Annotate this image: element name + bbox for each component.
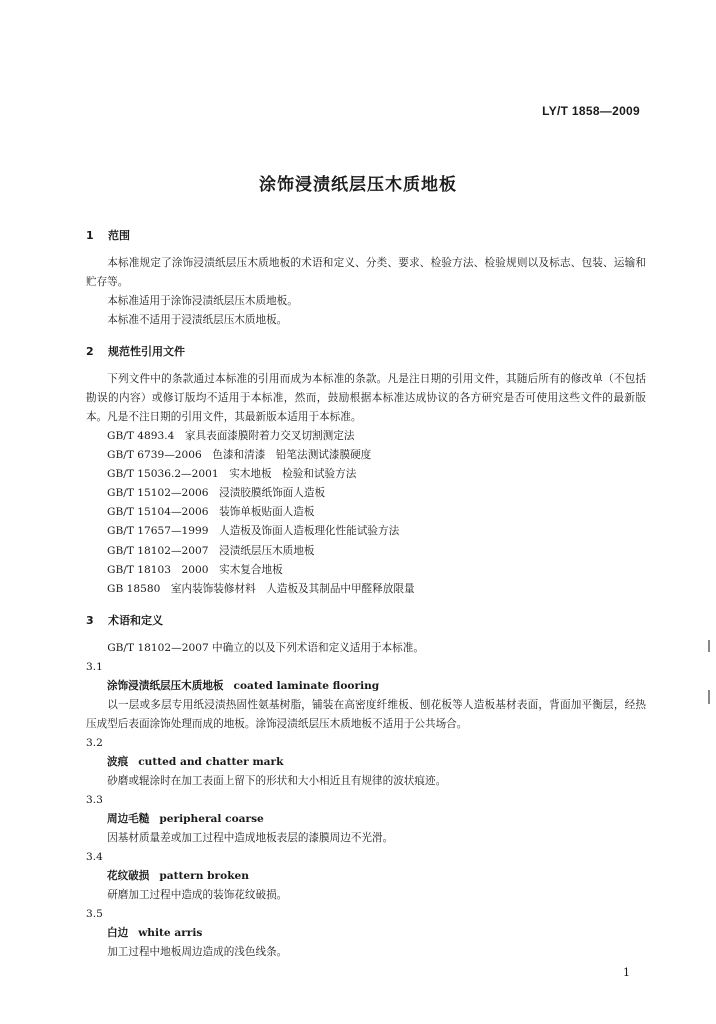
term-definition: 加工过程中地板周边造成的浅色线条。	[107, 945, 288, 958]
section-title: 术语和定义	[108, 613, 163, 627]
term-entry	[86, 810, 646, 829]
term-chinese: 白边	[107, 926, 129, 939]
paragraph: 本标准不适用于浸渍纸层压木质地板。	[107, 314, 288, 326]
reference-item: GB/T 17657—1999 人造板及饰面人造板理化性能试验方法	[107, 525, 400, 538]
standard-code: LY/T 1858—2009	[542, 104, 640, 118]
term-definition: 研磨加工过程中造成的装饰花纹破损。	[107, 888, 288, 901]
section-1-heading	[86, 226, 646, 246]
section-2-heading	[86, 342, 646, 362]
term-chinese: 涂饰浸渍纸层压木质地板	[107, 679, 224, 692]
reference-item: GB/T 15104—2006 装饰单板贴面人造板	[107, 506, 315, 519]
paragraph: 下列文件中的条款通过本标准的引用而成为本标准的条款。凡是注日期的引用文件，其随后所有的修改单（不包括勘误的内容）或修订版均不适用于本标准，然而，鼓励根据本标准达成协议的各方研究是否可使用这些文件的最新版本。凡是不注日期的引用文件，其最新版本适用于本标准。	[86, 373, 646, 423]
section-number: 1	[86, 229, 94, 242]
term-english: white arris	[138, 926, 203, 939]
page-number: 1	[623, 966, 630, 979]
paragraph: 本标准适用于涂饰浸渍纸层压木质地板。	[107, 295, 298, 307]
term-english: pattern broken	[159, 869, 249, 882]
section-number: 2	[86, 345, 94, 358]
term-english: coated laminate flooring	[233, 679, 380, 692]
clause-number: 3.5	[86, 907, 103, 920]
term-english: peripheral coarse	[159, 812, 264, 825]
scan-edge-mark	[708, 640, 710, 652]
term-english: cutted and chatter mark	[138, 755, 284, 768]
clause-number: 3.4	[86, 850, 103, 863]
reference-item: GB/T 15102—2006 浸渍胶膜纸饰面人造板	[107, 487, 326, 500]
term-chinese: 周边毛糙	[107, 812, 150, 825]
scan-edge-mark	[708, 690, 710, 704]
term-entry	[86, 753, 646, 772]
reference-item: GB/T 6739—2006 色漆和清漆 铅笔法测试漆膜硬度	[107, 449, 372, 462]
document-body	[86, 226, 646, 962]
clause-number: 3.1	[86, 660, 103, 673]
paragraph: GB/T 18102—2007 中确立的以及下列术语和定义适用于本标准。	[107, 641, 424, 654]
reference-item: GB/T 18103 2000 实木复合地板	[107, 563, 283, 576]
term-definition: 因基材质量差或加工过程中造成地板表层的漆膜周边不光滑。	[107, 831, 394, 844]
reference-item: GB 18580 室内装饰装修材料 人造板及其制品中甲醛释放限量	[107, 582, 415, 595]
clause-number: 3.2	[86, 736, 103, 749]
section-3-heading	[86, 611, 646, 631]
reference-item: GB/T 18102—2007 浸渍纸层压木质地板	[107, 544, 315, 557]
reference-item: GB/T 4893.4 家具表面漆膜附着力交叉切割测定法	[107, 430, 355, 442]
section-title: 规范性引用文件	[108, 345, 185, 358]
term-chinese: 波痕	[107, 755, 129, 768]
reference-item: GB/T 15036.2—2001 实木地板 检验和试验方法	[107, 468, 357, 481]
term-entry	[86, 924, 646, 943]
section-title: 范围	[108, 229, 130, 242]
term-chinese: 花纹破损	[107, 869, 150, 882]
document-title: 涂饰浸渍纸层压木质地板	[259, 175, 457, 195]
term-entry	[86, 677, 646, 696]
term-definition: 以一层或多层专用纸浸渍热固性氨基树脂，铺装在高密度纤维板、刨花板等人造板基材表面，背面加平衡层，经热压成型后表面涂饰处理而成的地板。涂饰浸渍纸层压木质地板不适用于公共场合。	[86, 698, 646, 730]
term-definition: 砂磨或辊涂时在加工表面上留下的形状和大小相近且有规律的波状痕迹。	[107, 774, 447, 787]
clause-number: 3.3	[86, 793, 103, 806]
term-entry	[86, 867, 646, 886]
paragraph: 本标准规定了涂饰浸渍纸层压木质地板的术语和定义、分类、要求、检验方法、检验规则以及标志、包装、运输和贮存等。	[86, 257, 646, 288]
section-number: 3	[86, 613, 94, 627]
